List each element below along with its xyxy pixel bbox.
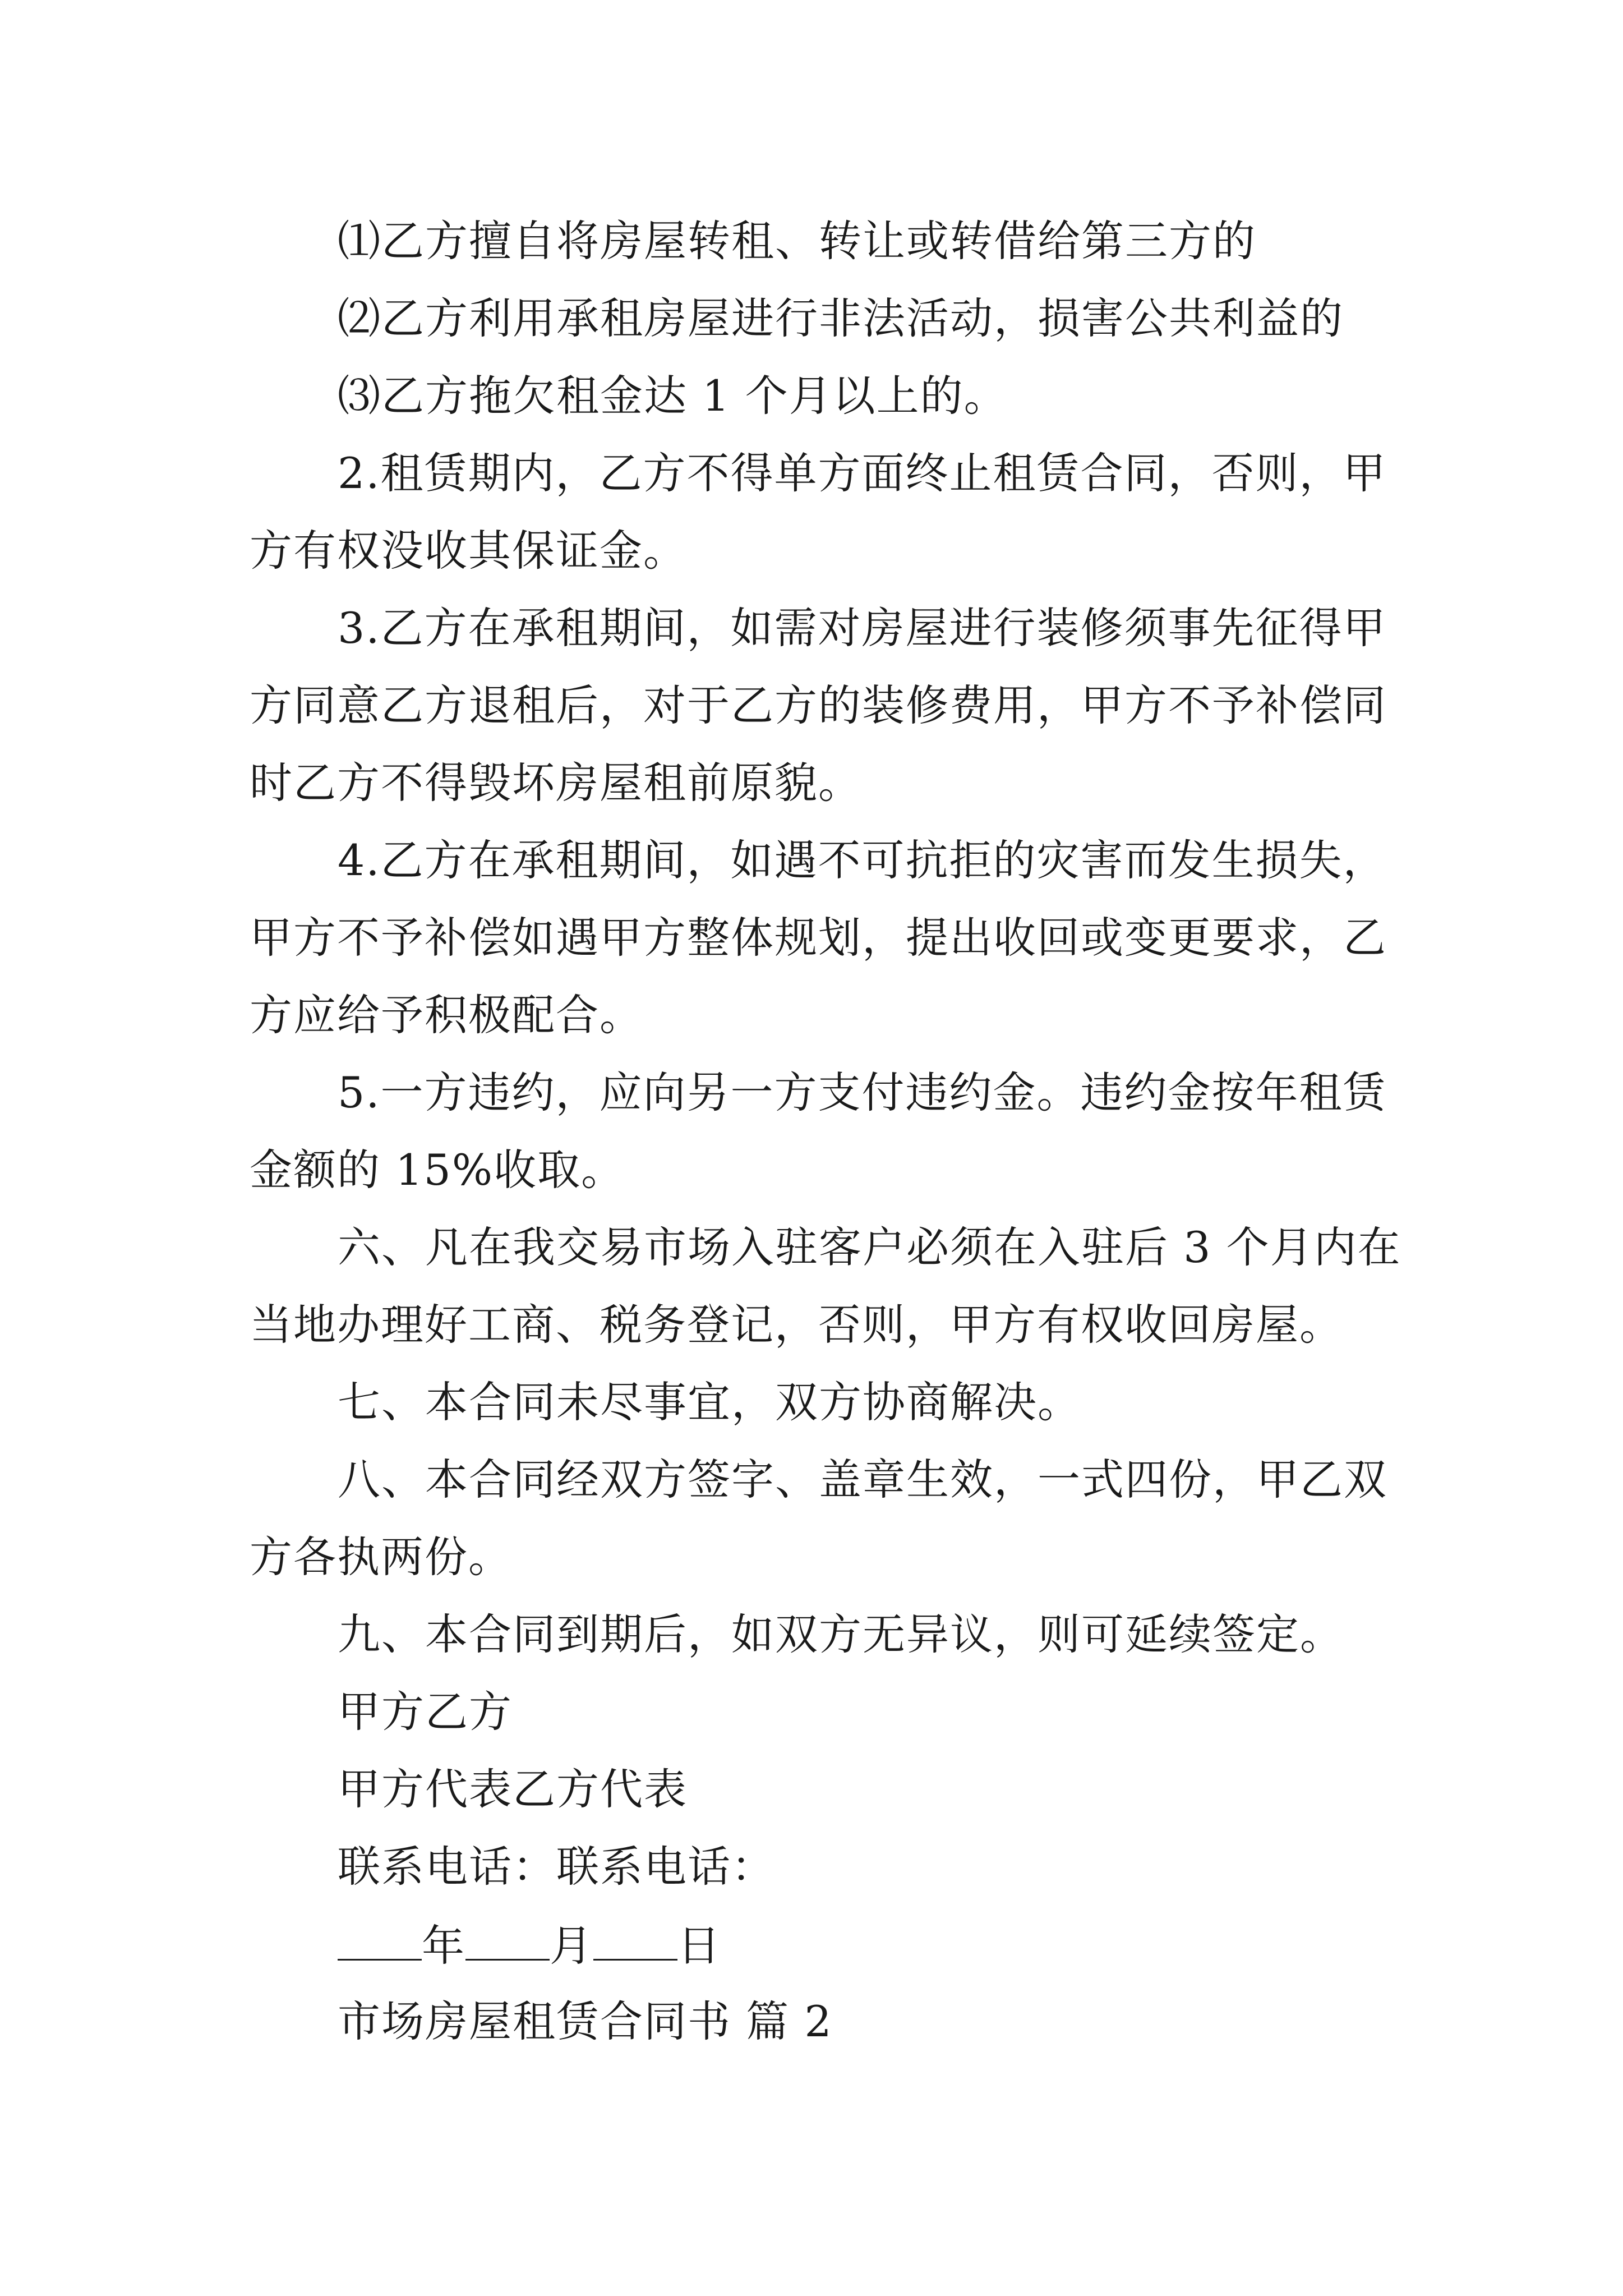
paragraph-line: 4.乙方在承租期间，如遇不可抗拒的灾害而发生损失， <box>338 835 1387 885</box>
section-heading: 市场房屋租赁合同书 篇 2 <box>338 1996 833 2046</box>
clause-item-2: ⑵乙方利用承租房屋进行非法活动，损害公共利益的 <box>338 293 1344 343</box>
date-line <box>338 1916 721 1974</box>
signature-parties: 甲方乙方 <box>338 1687 513 1737</box>
paragraph-line: 六、凡在我交易市场入驻客户必须在入驻后 3 个月内在 <box>338 1222 1401 1272</box>
month-blank <box>465 1916 550 1961</box>
paragraph-line: 2.租赁期内，乙方不得单方面终止租赁合同，否则，甲 <box>338 448 1387 498</box>
clause-item-1: ⑴乙方擅自将房屋转租、转让或转借给第三方的 <box>338 216 1256 266</box>
year-label: 年 <box>422 1921 465 1971</box>
paragraph-line: 当地办理好工商、税务登记，否则，甲方有权收回房屋。 <box>250 1300 1343 1350</box>
paragraph-line: 甲方不予补偿如遇甲方整体规划，提出收回或变更要求，乙 <box>250 913 1387 963</box>
paragraph-line: 方应给予积极配合。 <box>250 990 643 1040</box>
paragraph-line: 九、本合同到期后，如双方无异议，则可延续签定。 <box>338 1609 1344 1659</box>
paragraph-line: 八、本合同经双方签字、盖章生效，一式四份，甲乙双 <box>338 1455 1387 1504</box>
day-label: 日 <box>677 1921 721 1971</box>
clause-item-3: ⑶乙方拖欠租金达 1 个月以上的。 <box>338 371 1008 421</box>
paragraph-line: 方有权没收其保证金。 <box>250 526 687 576</box>
paragraph-line: 方各执两份。 <box>250 1532 512 1582</box>
day-blank <box>593 1916 677 1961</box>
year-blank <box>338 1916 422 1961</box>
paragraph-line: 七、本合同未尽事宜，双方协商解决。 <box>338 1377 1081 1427</box>
month-label: 月 <box>550 1921 593 1971</box>
signature-phones: 联系电话：联系电话： <box>338 1842 775 1892</box>
signature-representatives: 甲方代表乙方代表 <box>338 1764 688 1814</box>
paragraph-line: 时乙方不得毁坏房屋租前原貌。 <box>250 758 862 808</box>
paragraph-line: 方同意乙方退租后，对于乙方的装修费用，甲方不予补偿同 <box>250 680 1387 730</box>
paragraph-line: 3.乙方在承租期间，如需对房屋进行装修须事先征得甲 <box>338 603 1387 653</box>
paragraph-line: 金额的 15%收取。 <box>250 1145 625 1195</box>
paragraph-line: 5.一方违约，应向另一方支付违约金。违约金按年租赁 <box>338 1068 1387 1117</box>
